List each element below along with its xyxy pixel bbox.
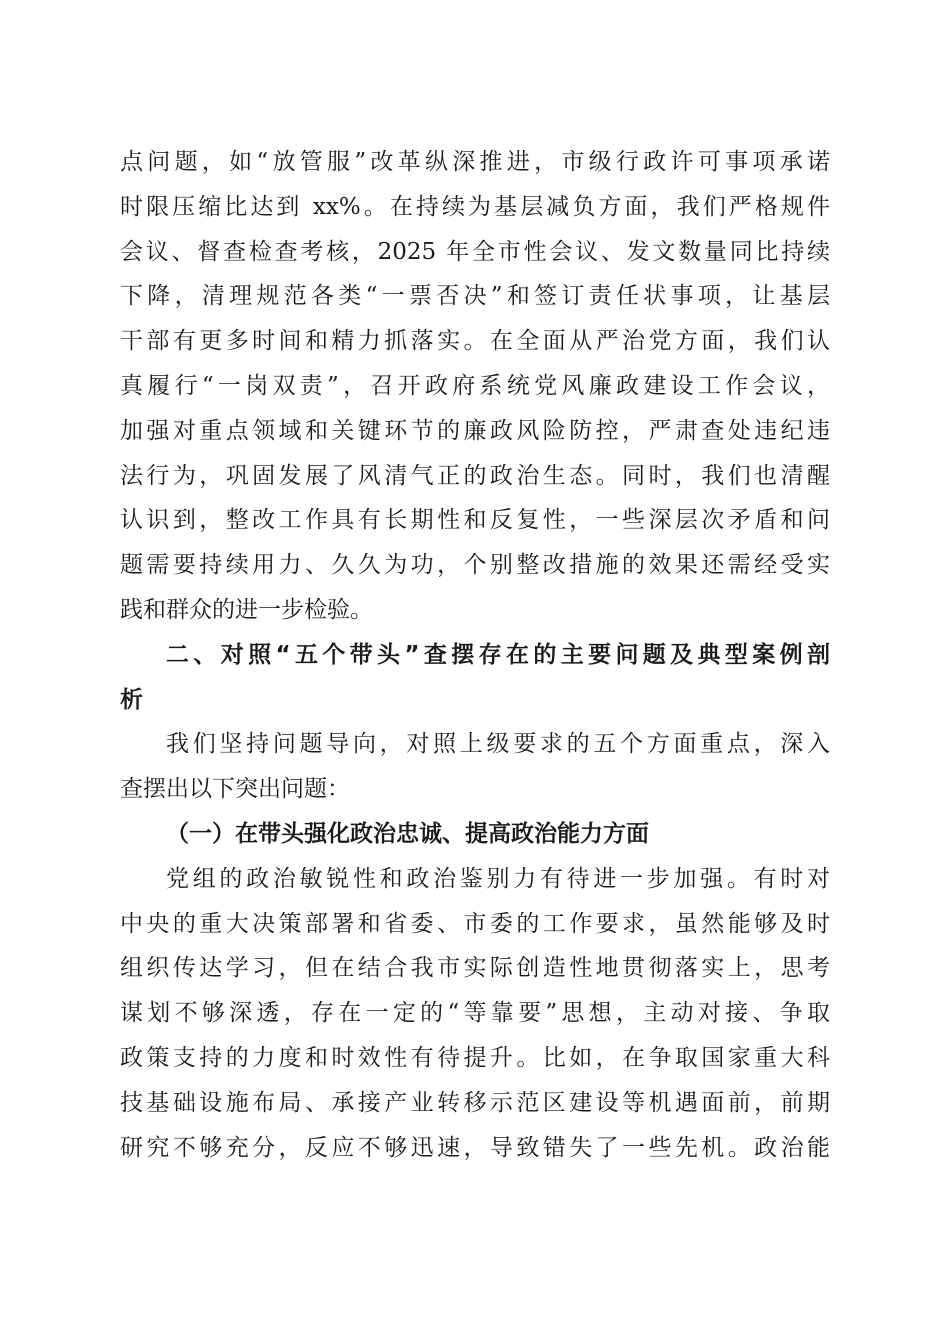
paragraph-line: 法行为，巩固发展了风清气正的政治生态。同时，我们也清醒 — [120, 462, 830, 489]
subsection-heading: （一）在带头强化政治忠诚、提高政治能力方面 — [166, 820, 649, 847]
section-heading-line: 二、对照“五个带头”查摆存在的主要问题及典型案例剖 — [166, 641, 830, 668]
paragraph-line: 技基础设施布局、承接产业转移示范区建设等机遇面前，前期 — [120, 1089, 830, 1116]
paragraph-line: 践和群众的进一步检验。 — [120, 596, 373, 623]
paragraph — [120, 857, 830, 1171]
document-body — [120, 140, 830, 1170]
paragraph-line: 点问题，如“放管服”改革纵深推进，市级行政许可事项承诺 — [120, 149, 830, 175]
paragraph-line: 组织传达学习，但在结合我市实际创造性地贯彻落实上，思考 — [120, 955, 830, 982]
paragraph-line: 下降，清理规范各类“一票否决”和签订责任状事项，让基层 — [120, 283, 830, 310]
paragraph — [120, 140, 830, 633]
paragraph-line: 认识到，整改工作具有长期性和反复性，一些深层次矛盾和问 — [120, 507, 830, 534]
paragraph-line: 干部有更多时间和精力抓落实。在全面从严治党方面，我们认 — [120, 328, 830, 355]
paragraph-line: 我们坚持问题导向，对照上级要求的五个方面重点，深入 — [166, 731, 830, 758]
paragraph-line: 查摆出以下突出问题： — [120, 776, 350, 803]
paragraph-line: 时限压缩比达到 xx%。在持续为基层减负方面，我们严格规件 — [120, 193, 830, 220]
paragraph-line: 会议、督查检查考核，2025 年全市性会议、发文数量同比持续 — [120, 238, 830, 265]
paragraph-line: 政策支持的力度和时效性有待提升。比如，在争取国家重大科 — [120, 1044, 830, 1071]
paragraph-line: 党组的政治敏锐性和政治鉴别力有待进一步加强。有时对 — [166, 865, 830, 892]
paragraph-line: 加强对重点领域和关键环节的廉政风险防控，严肃查处违纪违 — [120, 417, 830, 444]
section-heading — [120, 633, 830, 723]
paragraph-line: 题需要持续用力、久久为功，个别整改措施的效果还需经受实 — [120, 552, 830, 579]
paragraph-line: 中央的重大决策部署和省委、市委的工作要求，虽然能够及时 — [120, 910, 830, 937]
paragraph-line: 谋划不够深透，存在一定的“等靠要”思想，主动对接、争取 — [120, 1000, 830, 1027]
paragraph-line: 研究不够充分，反应不够迅速，导致错失了一些先机。政治能 — [120, 1134, 830, 1161]
section-heading-line: 析 — [120, 686, 143, 713]
paragraph — [120, 722, 830, 812]
paragraph-line: 真履行“一岗双责”，召开政府系统党风廉政建设工作会议， — [120, 372, 830, 399]
